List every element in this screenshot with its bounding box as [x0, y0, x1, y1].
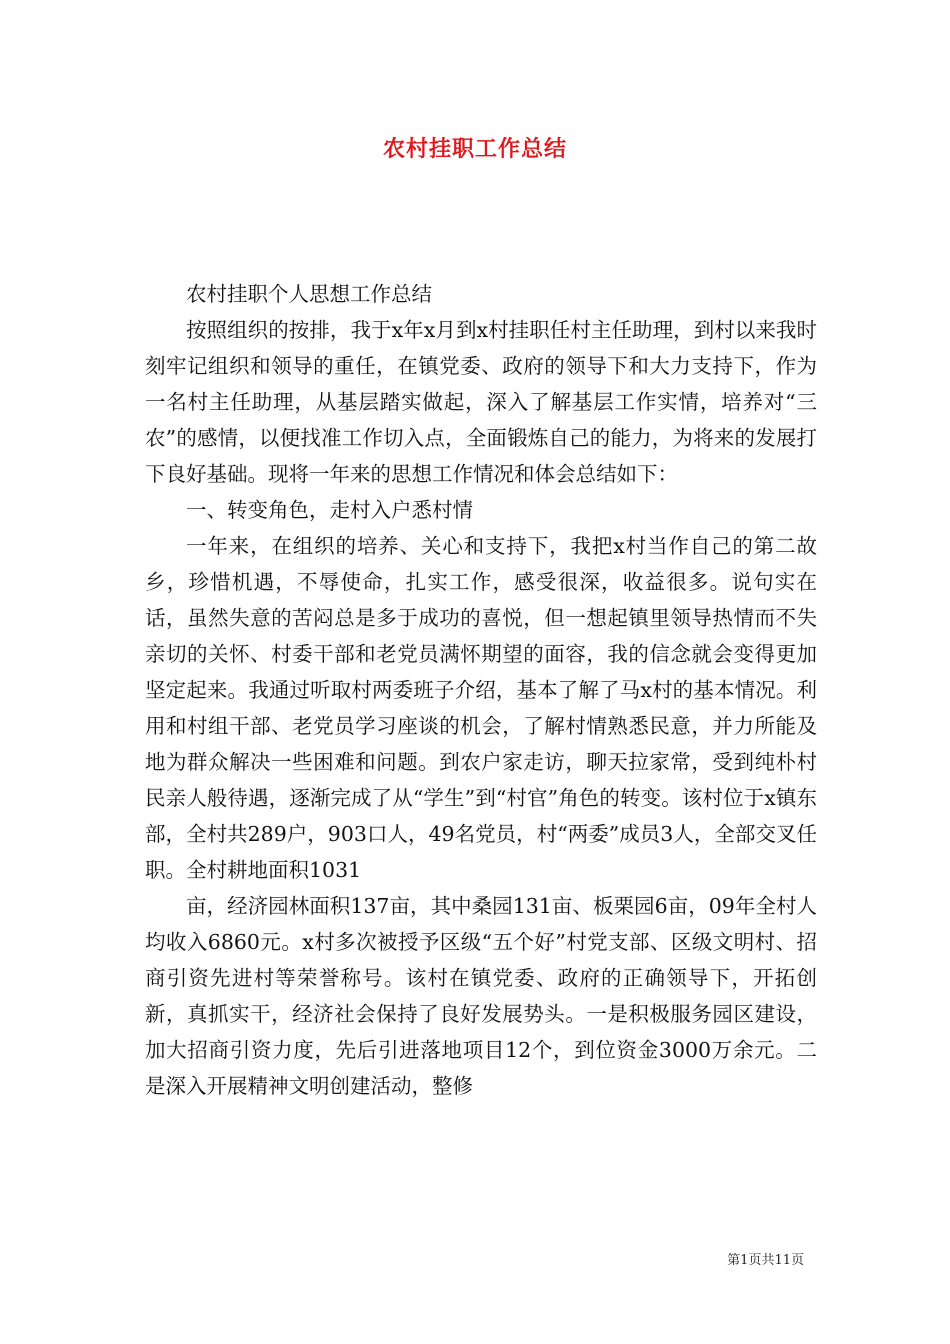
paragraph-section-1: 一年来，在组织的培养、关心和支持下，我把x村当作自己的第二故乡，珍惜机遇，不辱使命，扎实工作，感受很深，收益很多。说句实在话，虽然失意的苦闷总是多于成功的喜悦，但一想起镇里领导热情而不失亲切的关怀、村委干部和老党员满怀期望的面容，我的信念就会变得更加坚定起来。我通过听取村两委班子介绍，基本了解了马x村的基本情况。利用和村组干部、老党员学习座谈的机会，了解村情熟悉民意，并力所能及地为群众解决一些困难和问题。到农户家走访，聊天拉家常，受到纯朴村民亲人般待遇，逐渐完成了从“学生”到“村官”角色的转变。该村位于x镇东部，全村共289户，903口人，49名党员，村“两委”成员3人，全部交叉任职。全村耕地面积1031 [145, 534, 817, 882]
document-title: 农村挂职工作总结 [382, 136, 567, 162]
paragraph-intro: 按照组织的按排，我于x年x月到x村挂职任村主任助理，到村以来我时刻牢记组织和领导的重任，在镇党委、政府的领导下和大力支持下，作为一名村主任助理，从基层踏实做起，深入了解基层工作实情，培养对“三农”的感情，以便找准工作切入点，全面锻炼自己的能力，为将来的发展打下良好基础。现将一年来的思想工作情况和体会总结如下： [145, 318, 817, 486]
document-body [145, 276, 817, 1104]
paragraph-section-1-continued: 亩，经济园林面积137亩，其中桑园131亩、板栗园6亩，09年全村人均收入6860元。x村多次被授予区级“五个好”村党支部、区级文明村、招商引资先进村等荣誉称号。该村在镇党委、政府的正确领导下，开拓创新，真抓实干，经济社会保持了良好发展势头。一是积极服务园区建设，加大招商引资力度，先后引进落地项目12个，到位资金3000万余元。二是深入开展精神文明创建活动，整修 [145, 894, 817, 1098]
page-number: 第1页共11页 [727, 1253, 804, 1268]
paragraph-subtitle: 农村挂职个人思想工作总结 [186, 282, 432, 306]
section-heading-1: 一、转变角色，走村入户悉村情 [186, 498, 473, 522]
